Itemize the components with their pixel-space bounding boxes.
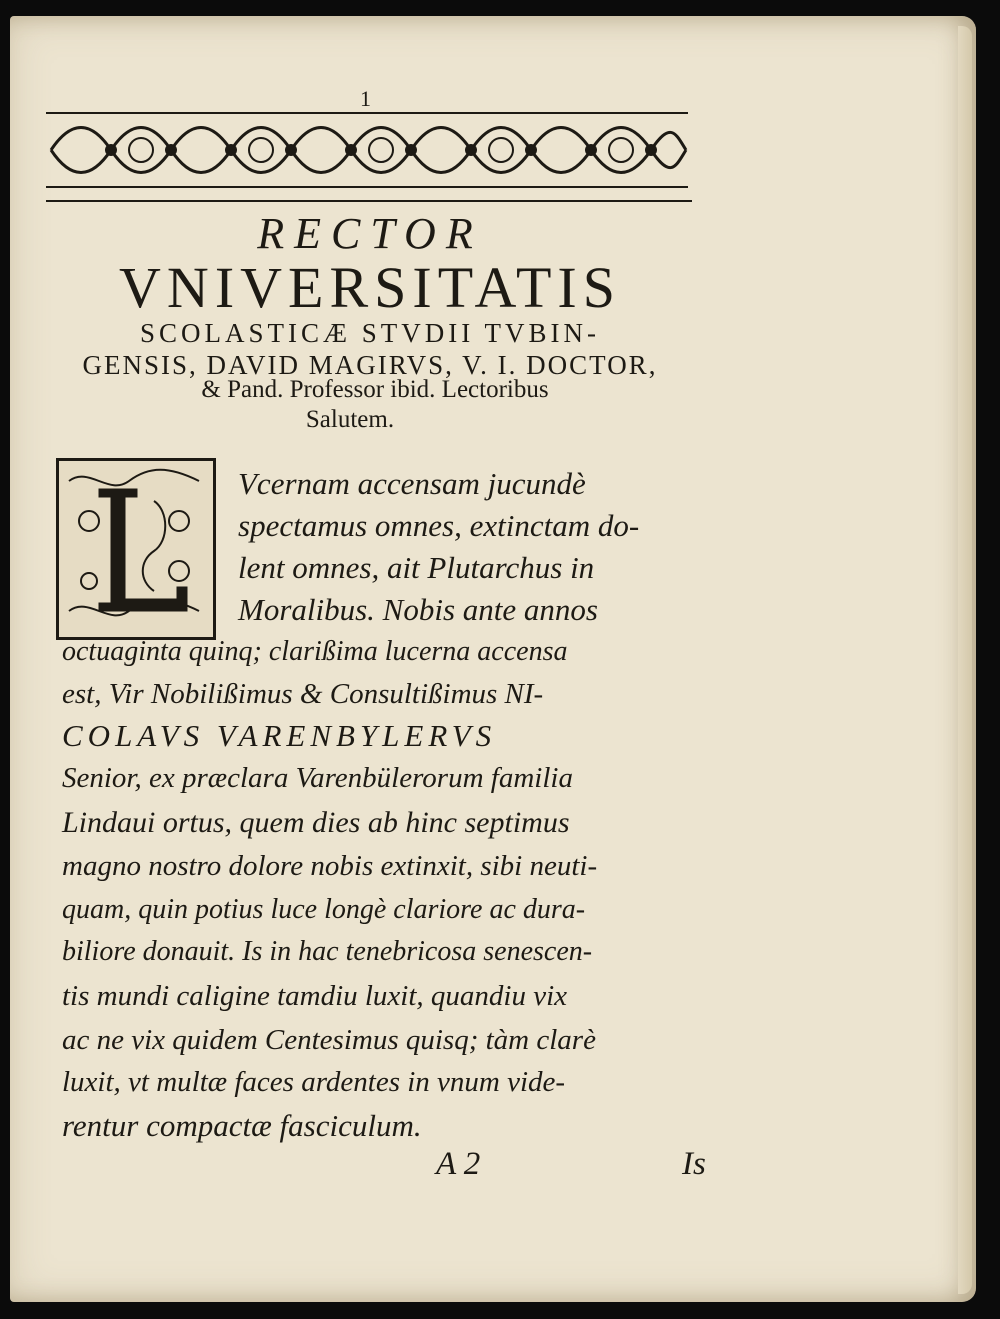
text-line: Moralibus. Nobis ante annos (238, 592, 598, 627)
initial-l-icon (59, 461, 213, 637)
text-line: biliore donauit. Is in hac tenebricosa senescen- (62, 936, 593, 967)
text-line: Lindaui ortus, quem dies ab hinc septimus (62, 806, 570, 839)
text-line: ac ne vix quidem Centesimus quisq; tàm clarè (62, 1024, 596, 1056)
decorated-initial-l (56, 458, 216, 640)
text-line: lent omnes, ait Plutarchus in (238, 550, 595, 585)
text-line: tis mundi caligine tamdiu luxit, quandiu vix (62, 980, 568, 1012)
text-line: COLAVS VARENBYLERVS (62, 718, 497, 753)
text-line: quam, quin potius luce longè clariore ac dura- (62, 894, 586, 925)
text-line: octuaginta quinq; clarißima lucerna accensa (62, 636, 568, 667)
heading-rule (46, 200, 692, 202)
text-line: spectamus omnes, extinctam do- (238, 508, 640, 543)
heading-line-3: SCOLASTICÆ STVDII TVBIN- (139, 318, 600, 348)
text-line: Senior, ex præclara Varenbülerorum familia (62, 762, 573, 794)
page-edge (958, 26, 972, 1294)
signature-mark: A 2 (436, 1146, 481, 1182)
heading-salutem: Salutem. (305, 406, 395, 433)
text-line: luxit, vt multæ faces ardentes in vnum vide- (62, 1066, 566, 1098)
text-line: est, Vir Nobilißimus & Consultißimus NI- (62, 678, 544, 710)
headpiece-pattern-icon (46, 114, 688, 186)
heading-line-4: GENSIS, DAVID MAGIRVS, V. I. DOCTOR, (82, 350, 658, 380)
catchword: Is (682, 1146, 706, 1182)
text-line: rentur compactæ fasciculum. (62, 1108, 422, 1143)
heading-universitatis: VNIVERSITATIS (119, 255, 621, 320)
heading-line-5: & Pand. Professor ibid. Lectoribus (201, 376, 549, 403)
text-line: Vcernam accensam jucundè (238, 466, 586, 501)
heading-rector: RECTOR (257, 209, 483, 258)
text-line: magno nostro dolore nobis extinxit, sibi neuti- (62, 850, 598, 882)
ornamental-headpiece (46, 112, 688, 188)
page-number: 1 (360, 86, 371, 111)
